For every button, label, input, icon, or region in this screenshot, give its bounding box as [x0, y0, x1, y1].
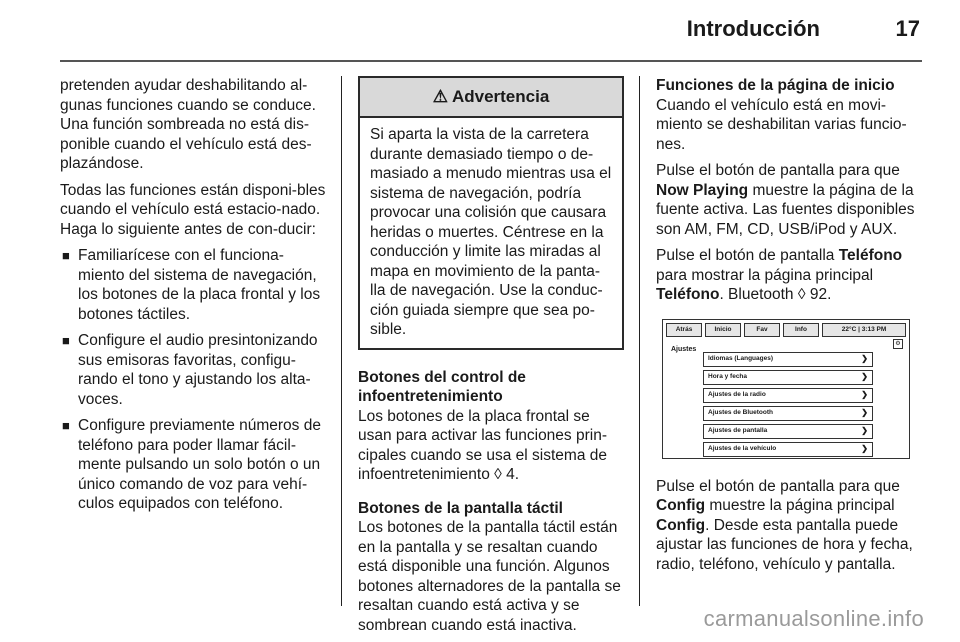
- section-infotainment-controls: [358, 368, 624, 485]
- column-right: [656, 76, 922, 581]
- screen-top-bar: [666, 323, 906, 337]
- page-header-title: Introducción: [686, 16, 820, 41]
- watermark: carmanualsonline.info: [703, 606, 924, 631]
- list-item-text: Configure el audio presintonizando sus emisoras favoritas, configu-rando el tono y ajustando los alta-voces.: [78, 332, 318, 408]
- screen-status: 22°C | 3:13 PM: [822, 323, 906, 337]
- screen-tab-info: Info: [783, 323, 819, 337]
- chevron-right-icon: ❯: [861, 444, 868, 454]
- square-bullet-icon: ■: [62, 333, 70, 348]
- paragraph: Pulse el botón de pantalla Teléfono para mostrar la página principal Teléfono. Bluetooth ◊ 92.: [656, 247, 903, 303]
- page-reference-icon: ◊: [797, 286, 806, 303]
- chevron-right-icon: ❯: [861, 372, 868, 382]
- paragraph: Cuando el vehículo está en movi-miento se deshabilitan varias funcio-nes.: [656, 96, 907, 153]
- page-reference-icon: ◊: [494, 466, 502, 483]
- settings-item: Hora y fecha ❯: [703, 370, 873, 385]
- settings-list: [703, 352, 873, 460]
- bullet-list: [60, 246, 326, 514]
- column-divider-1: [341, 76, 342, 606]
- gear-icon: ⚙: [893, 339, 903, 349]
- paragraph: Pulse el botón de pantalla para que Config muestre la página principal Config. Desde esta pantalla puede ajustar las funciones de hora y fecha, radio, teléfono, vehículo y pantalla.: [656, 477, 913, 573]
- screen-tab-back: Atrás: [666, 323, 702, 337]
- paragraph: Los botones de la pantalla táctil están en la pantalla y se resaltan cuando está disponible una función. Algunos botones alternadores de la pantalla se resaltan cuando está activa y se sombrean cuando está inactiva.: [358, 519, 621, 634]
- column-divider-2: [639, 76, 640, 606]
- list-item-text: Configure previamente números de teléfono para poder llamar fácil-mente pulsando un solo botón o un único comando de voz para vehí-culos equipados con teléfono.: [78, 417, 321, 512]
- settings-item: Idiomas (Languages) ❯: [703, 352, 873, 367]
- section-heading: Botones de la pantalla táctil: [358, 499, 563, 517]
- chevron-right-icon: ❯: [861, 354, 868, 364]
- settings-item: Ajustes de la radio ❯: [703, 388, 873, 403]
- list-item: [60, 416, 326, 514]
- chevron-right-icon: ❯: [861, 426, 868, 436]
- paragraph: Los botones de la placa frontal se usan para activar las funciones prin-cipales cuando se usa el sistema de infoentretenimiento ◊ 4.: [358, 407, 608, 483]
- screen-tab-home: Inicio: [705, 323, 741, 337]
- settings-item: Ajustes de pantalla ❯: [703, 424, 873, 439]
- paragraph: Pulse el botón de pantalla para que Now Playing muestre la página de la fuente activa. Las fuentes disponibles son AM, FM, CD, USB/iPod y AUX.: [656, 162, 915, 238]
- list-item: [60, 246, 326, 324]
- page-number: 17: [895, 16, 920, 41]
- square-bullet-icon: ■: [62, 418, 70, 433]
- chevron-right-icon: ❯: [861, 408, 868, 418]
- warning-box: [358, 76, 624, 350]
- screen-title: Ajustes: [671, 345, 697, 353]
- warning-text: Si aparta la vista de la carretera durante demasiado tiempo o de-masiado a menudo mientras usa el sistema de navegación, podría provocar una colisión que causara heridas o muertes. Céntrese en la conducción y limite las miradas al mapa en movimiento de la panta-lla de navegación. Use la conduc-ción guiada siempre que sea po-sible.: [370, 126, 612, 338]
- chevron-right-icon: ❯: [861, 390, 868, 400]
- settings-item: Ajustes de la vehículo ❯: [703, 442, 873, 457]
- square-bullet-icon: ■: [62, 248, 70, 263]
- list-item: [60, 331, 326, 409]
- warning-header: [360, 78, 622, 118]
- settings-item: Ajustes de Bluetooth ❯: [703, 406, 873, 421]
- display-screen: [662, 319, 910, 459]
- section-heading: Funciones de la página de inicio: [656, 77, 895, 94]
- section-heading: Botones del control de infoentretenimiento: [358, 368, 526, 405]
- paragraph: pretenden ayudar deshabilitando al-gunas funciones cuando se conduce. Una función sombreada no está dis-ponible cuando el vehículo está des-plazándose.: [60, 77, 316, 172]
- warning-title: Advertencia: [451, 87, 550, 107]
- header-divider: [60, 60, 922, 62]
- list-item-text: Familiarícese con el funciona-miento del sistema de navegación, los botones de la placa frontal y los botones táctiles.: [78, 247, 321, 323]
- warning-triangle-icon: ⚠: [432, 87, 448, 107]
- settings-screen-figure: [656, 315, 918, 465]
- paragraph: Todas las funciones están disponi-bles cuando el vehículo está estacio-nado. Haga lo siguiente antes de con-ducir:: [60, 181, 326, 238]
- column-middle: [358, 76, 624, 642]
- screen-tab-fav: Fav: [744, 323, 780, 337]
- column-left: [60, 76, 326, 521]
- section-touch-buttons: [358, 499, 624, 636]
